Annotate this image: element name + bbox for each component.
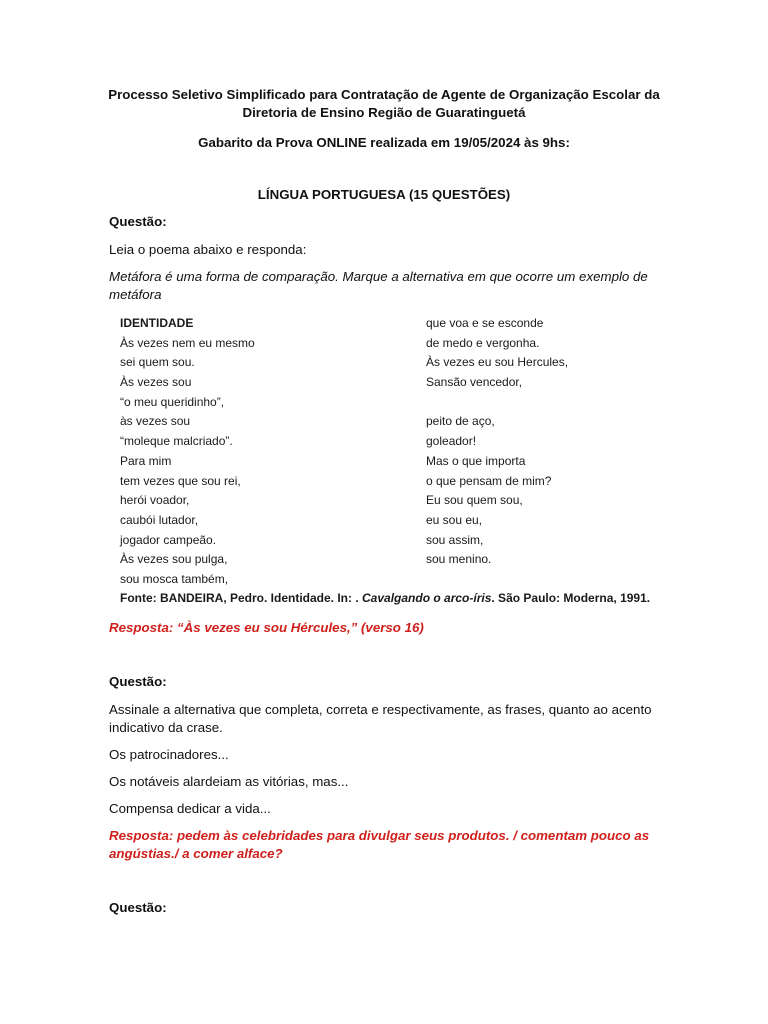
poem-line: o que pensam de mim? <box>426 473 552 488</box>
question-phrase: Compensa dedicar a vida... <box>109 801 271 816</box>
poem-line: herói voador, <box>120 493 190 508</box>
question-prompt-line1: Metáfora é uma forma de comparação. Marque a alternativa em que ocorre um exemplo de <box>109 269 648 284</box>
poem-line: Às vezes nem eu mesmo <box>120 335 255 350</box>
section-heading: LÍNGUA PORTUGUESA (15 QUESTÕES) <box>257 187 511 202</box>
answer-text: Resposta: “Às vezes eu sou Hércules,” (verso 16) <box>109 620 424 635</box>
poem-left-column <box>120 314 400 590</box>
question-prompt-line2: metáfora <box>109 287 162 302</box>
poem-line: jogador campeão. <box>120 532 217 547</box>
poem-line: Às vezes eu sou Hercules, <box>426 355 569 370</box>
poem-source-suffix: . São Paulo: Moderna, 1991. <box>491 591 651 605</box>
poem-line: “o meu queridinho”, <box>120 394 225 409</box>
question-instruction-line2: indicativo da crase. <box>109 720 223 735</box>
question-phrase: Os patrocinadores... <box>109 747 229 762</box>
poem-line: sou assim, <box>426 532 484 547</box>
poem-line: de medo e vergonha. <box>426 335 540 350</box>
poem-line: Sansão vencedor, <box>426 375 523 390</box>
question-phrase: Os notáveis alardeiam as vitórias, mas... <box>109 774 349 789</box>
poem-line: que voa e se esconde <box>426 316 544 330</box>
poem-title: IDENTIDADE <box>120 316 194 330</box>
poem-line: Às vezes sou <box>120 375 192 390</box>
document-subtitle: Gabarito da Prova ONLINE realizada em 19/05/2024 às 9hs: <box>198 135 570 150</box>
poem-figure <box>108 312 660 612</box>
poem-line: eu sou eu, <box>426 512 483 527</box>
poem-source <box>120 589 650 609</box>
poem-line: às vezes sou <box>120 414 191 429</box>
poem-line: peito de aço, <box>426 414 495 429</box>
question-label: Questão: <box>109 900 167 915</box>
answer-text-line2: angústias./ a comer alface? <box>109 846 283 861</box>
poem-line: sei quem sou. <box>120 355 195 370</box>
document-title-line2: Diretoria de Ensino Região de Guaratinguetá <box>242 105 526 120</box>
question-instruction-line1: Assinale a alternativa que completa, correta e respectivamente, as frases, quanto ao acento <box>109 702 652 717</box>
poem-line: caubói lutador, <box>120 512 199 527</box>
answer-text-line1: Resposta: pedem às celebridades para divulgar seus produtos. / comentam pouco as <box>109 828 650 843</box>
poem-right-column <box>426 314 656 570</box>
poem-line: Às vezes sou pulga, <box>120 552 228 567</box>
poem-line: tem vezes que sou rei, <box>120 473 241 488</box>
poem-source-book: Cavalgando o arco-íris <box>362 591 492 605</box>
poem-line: sou mosca também, <box>120 571 229 586</box>
poem-line: goleador! <box>426 434 477 449</box>
document-title-line1: Processo Seletivo Simplificado para Contratação de Agente de Organização Escolar da <box>108 87 660 102</box>
poem-line: “moleque malcriado”. <box>120 434 233 449</box>
poem-line: Mas o que importa <box>426 453 526 468</box>
poem-line: Eu sou quem sou, <box>426 493 523 508</box>
question-label: Questão: <box>109 674 167 689</box>
poem-line-blank <box>426 393 656 413</box>
poem-source-prefix: Fonte: BANDEIRA, Pedro. Identidade. In: . <box>120 591 363 605</box>
question-label: Questão: <box>109 214 167 229</box>
poem-line: Para mim <box>120 453 172 468</box>
question-instruction: Leia o poema abaixo e responda: <box>109 242 307 257</box>
poem-line: sou menino. <box>426 552 492 567</box>
